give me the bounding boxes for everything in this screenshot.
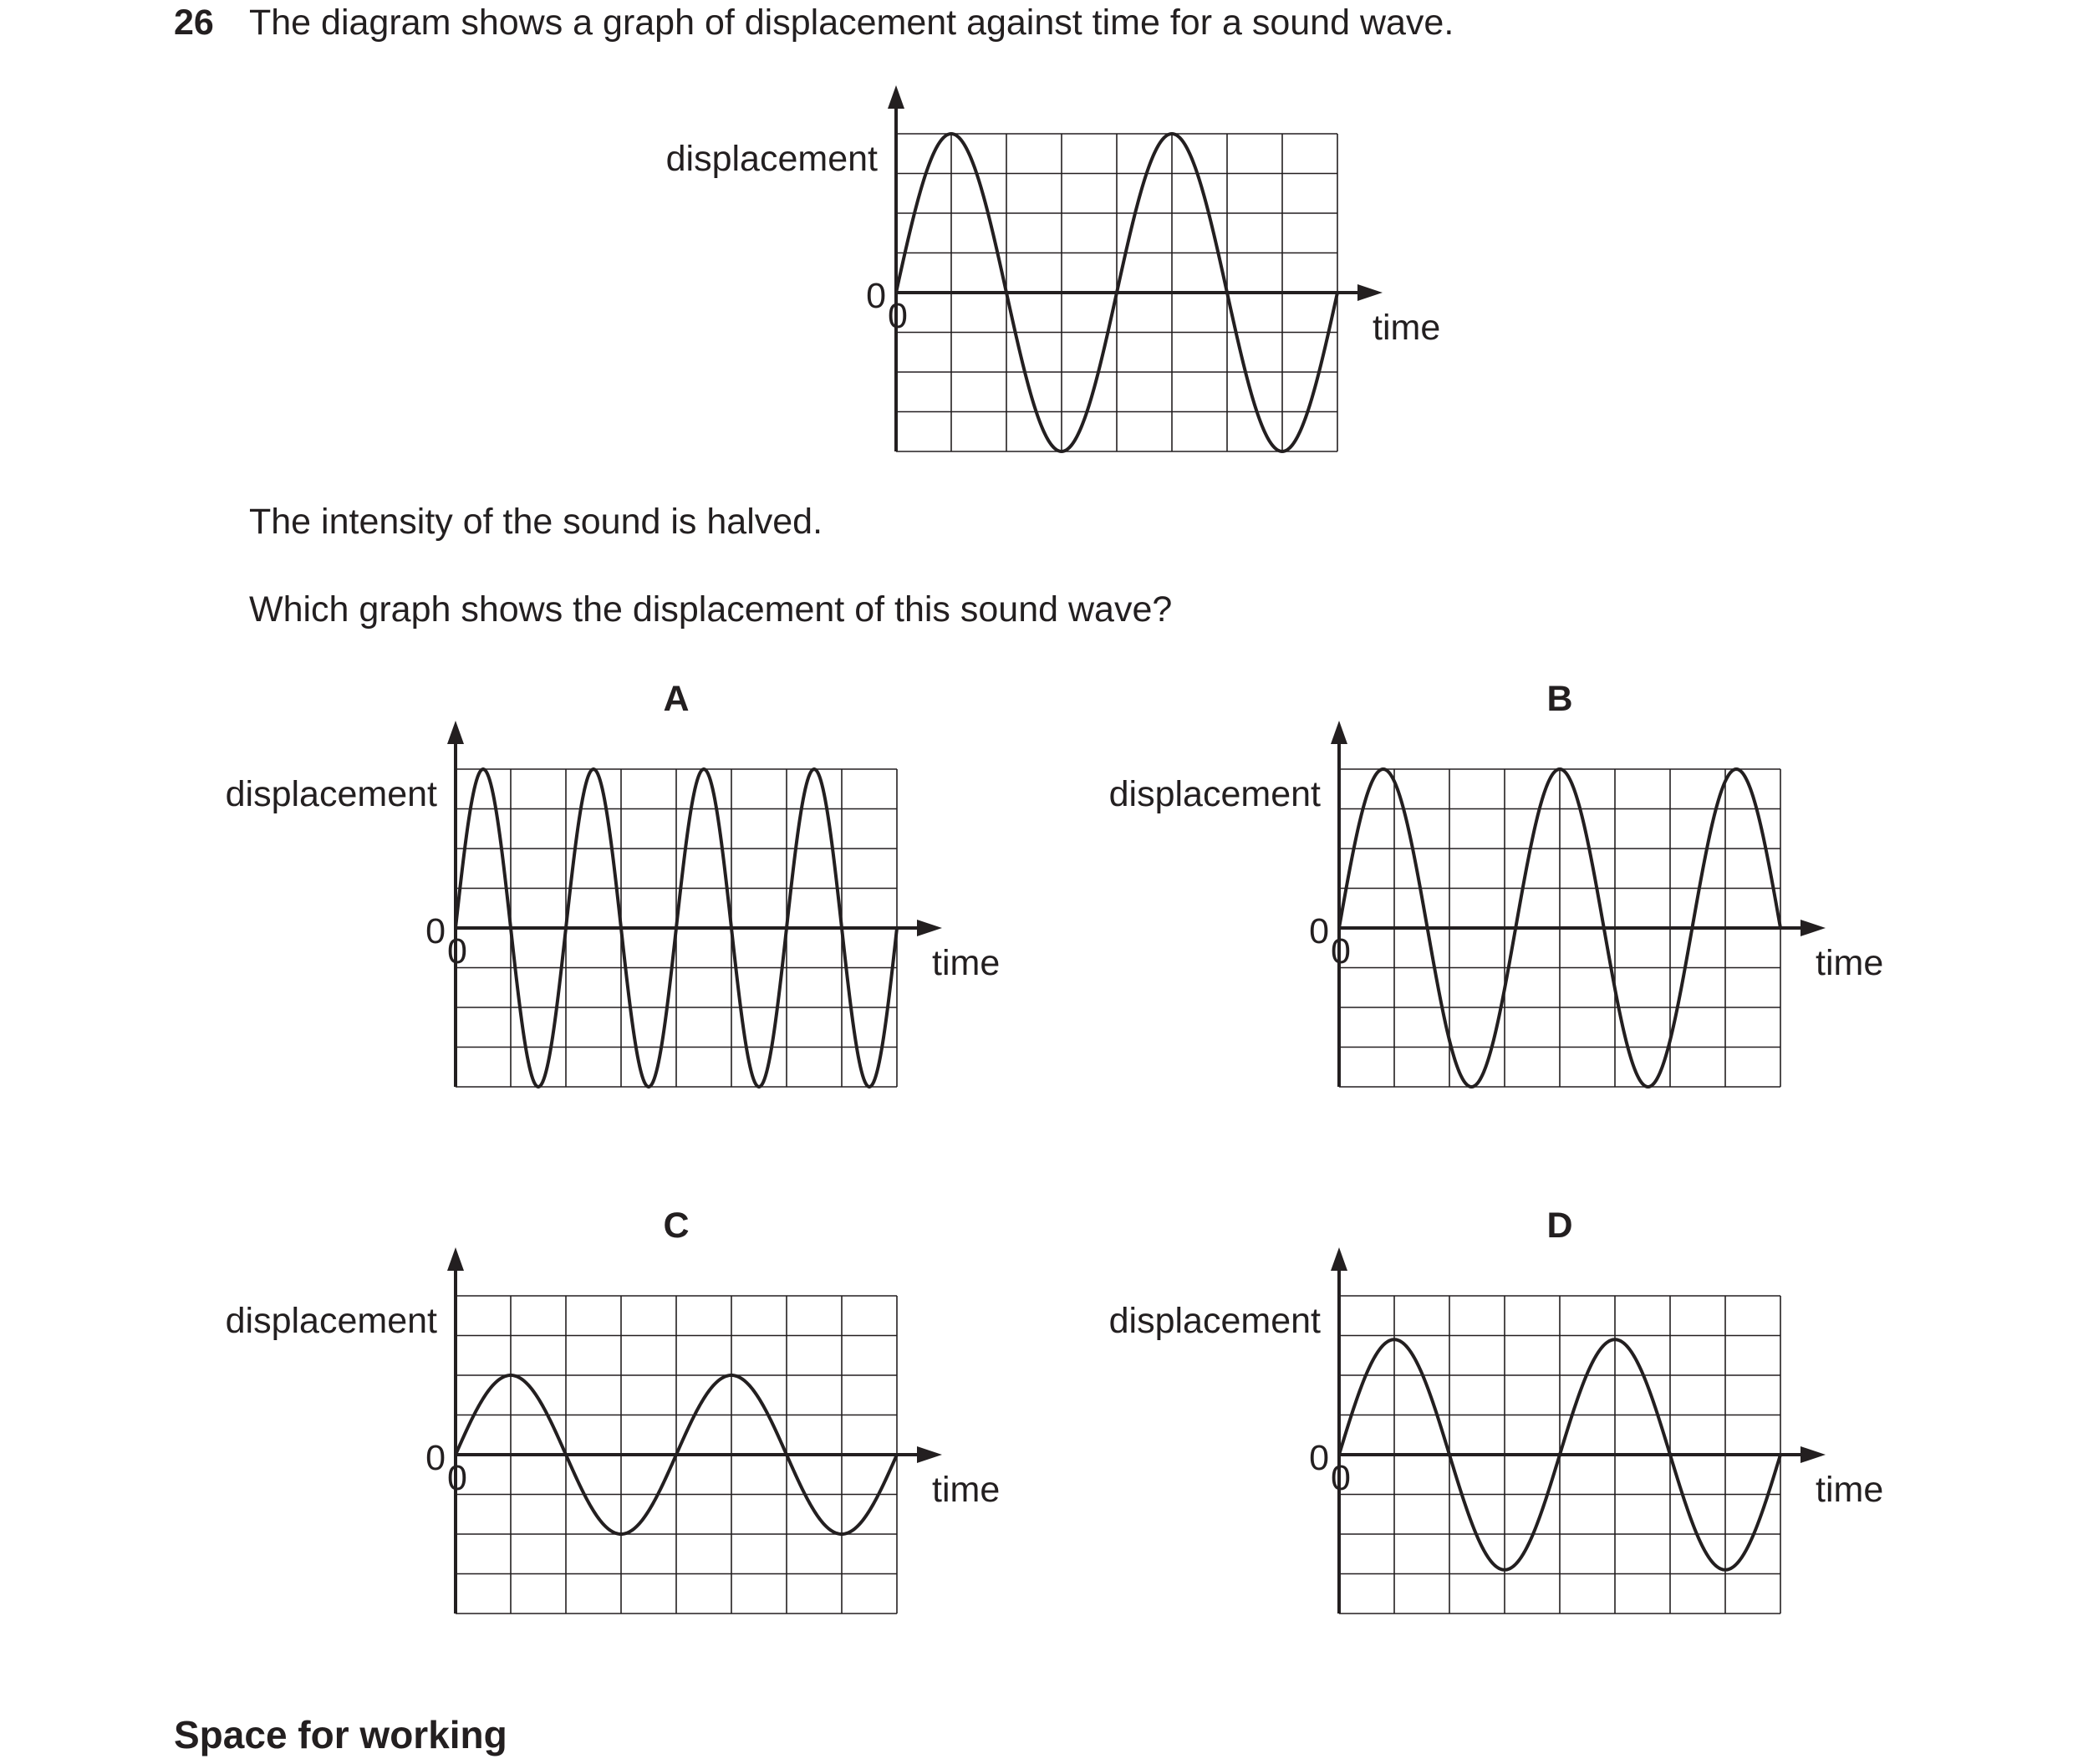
y-axis-label: displacement — [225, 1301, 437, 1341]
option-label: D — [1546, 1206, 1573, 1246]
y-axis-arrow-icon — [447, 1247, 464, 1271]
x-origin-label: 0 — [1331, 931, 1351, 971]
x-axis-label: time — [1816, 1470, 1884, 1510]
y-axis-arrow-icon — [1331, 1247, 1347, 1271]
x-origin-label: 0 — [447, 931, 467, 971]
y-axis-arrow-icon — [1331, 721, 1347, 744]
question-number: 26 — [174, 3, 214, 43]
x-axis-label: time — [1816, 943, 1884, 983]
y-axis-label: displacement — [665, 139, 878, 179]
y-axis-label: displacement — [225, 774, 437, 814]
y-axis-arrow-icon — [888, 85, 904, 109]
option-label: C — [663, 1206, 690, 1246]
y-origin-label: 0 — [1309, 911, 1329, 951]
y-axis-label: displacement — [1108, 774, 1321, 814]
y-origin-label: 0 — [1309, 1438, 1329, 1478]
option-label: A — [663, 679, 690, 719]
graph-c — [226, 1206, 1001, 1614]
graph-b — [1109, 679, 1884, 1087]
x-axis-arrow-icon — [1357, 284, 1383, 301]
y-axis-label: displacement — [1108, 1301, 1321, 1341]
y-origin-label: 0 — [425, 911, 446, 951]
y-origin-label: 0 — [425, 1438, 446, 1478]
x-axis-label: time — [932, 943, 1001, 983]
x-origin-label: 0 — [447, 1458, 467, 1498]
graph-a — [226, 679, 1001, 1087]
question-statement: The intensity of the sound is halved. — [249, 502, 823, 542]
graph-d — [1109, 1206, 1884, 1614]
working-heading: Space for working — [174, 1713, 507, 1756]
x-axis-label: time — [932, 1470, 1001, 1510]
y-origin-label: 0 — [866, 276, 886, 316]
question-stem: The diagram shows a graph of displacement against time for a sound wave. — [249, 3, 1454, 43]
y-axis-arrow-icon — [447, 721, 464, 744]
x-origin-label: 0 — [888, 296, 908, 336]
option-label: B — [1546, 679, 1573, 719]
graph-original — [666, 85, 1441, 451]
question-prompt: Which graph shows the displacement of this sound wave? — [249, 589, 1173, 630]
x-axis-label: time — [1373, 308, 1441, 348]
x-axis-arrow-icon — [1801, 1446, 1826, 1463]
x-origin-label: 0 — [1331, 1458, 1351, 1498]
x-axis-arrow-icon — [917, 1446, 942, 1463]
x-axis-arrow-icon — [1801, 920, 1826, 936]
x-axis-arrow-icon — [917, 920, 942, 936]
